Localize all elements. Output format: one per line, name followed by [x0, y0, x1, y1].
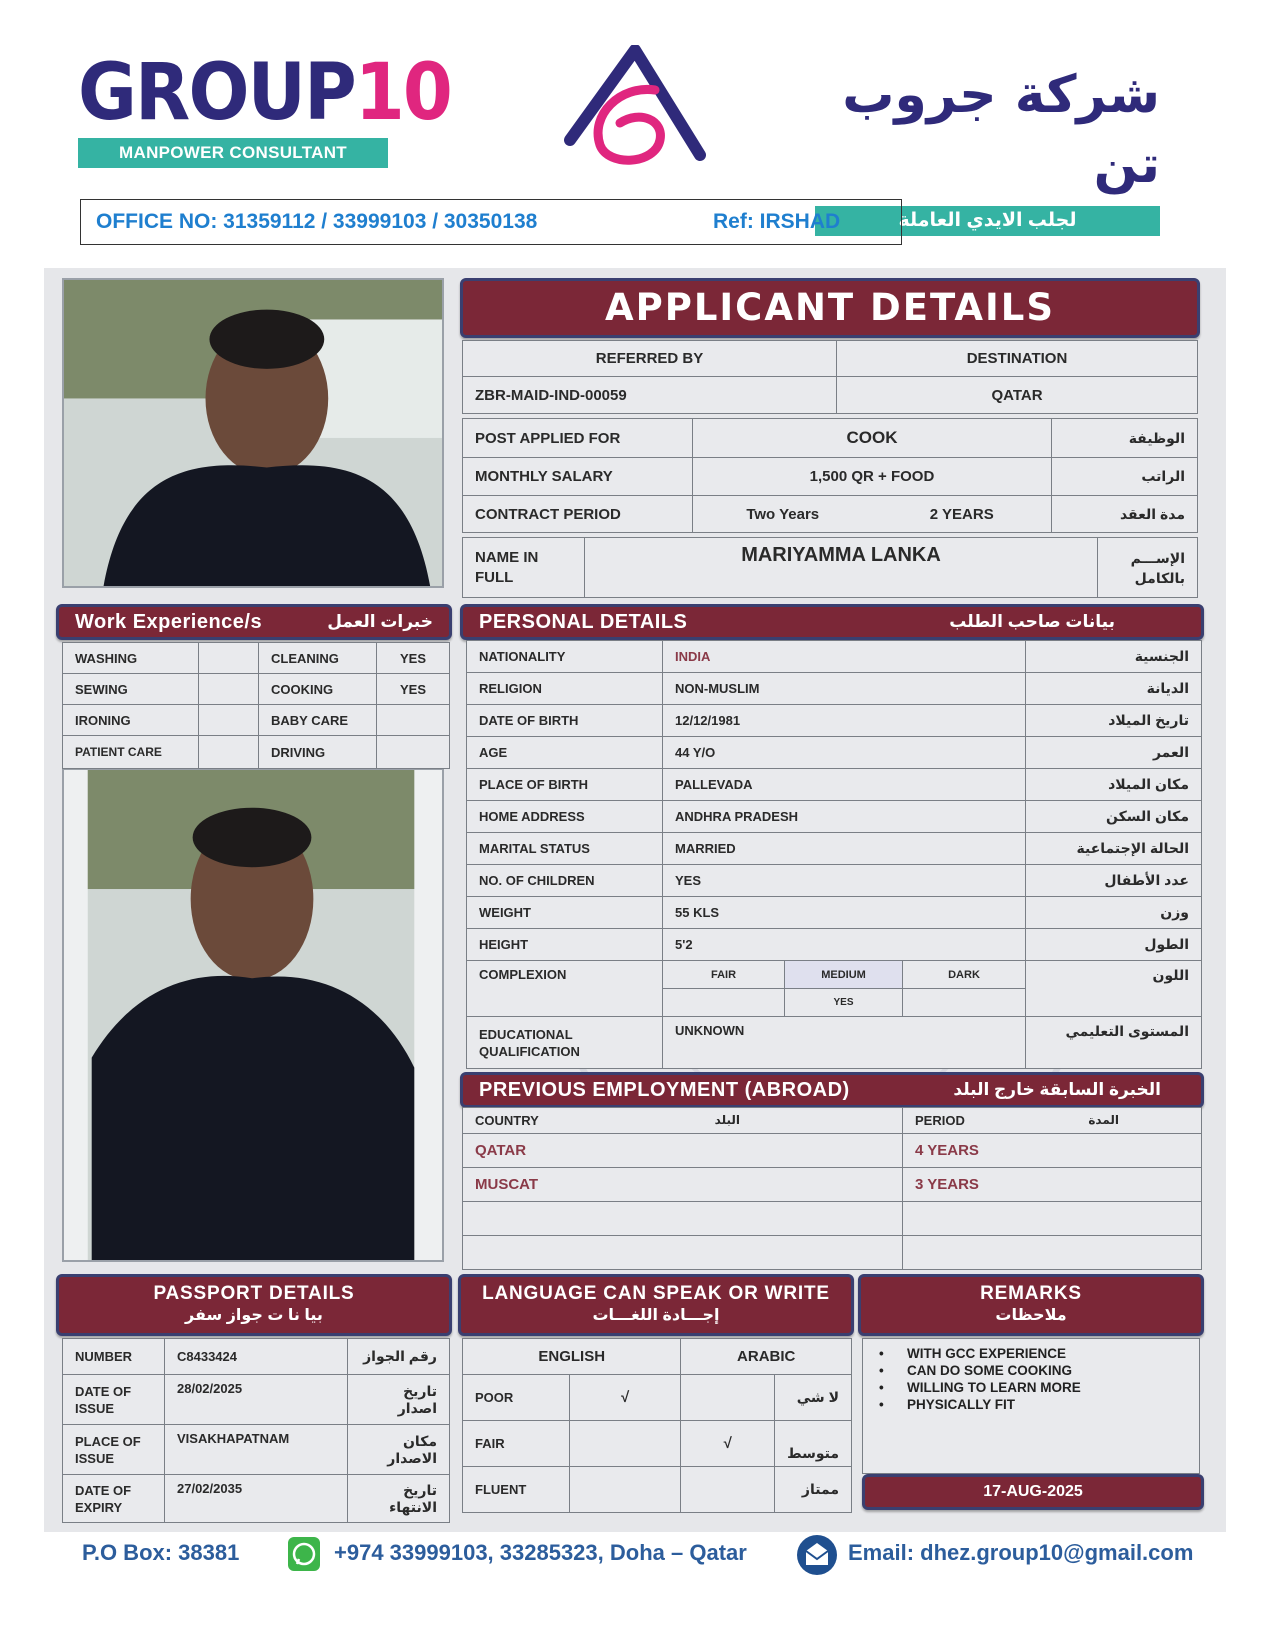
education-label	[467, 1017, 663, 1069]
skill-value	[199, 674, 259, 705]
post-label: POST APPLIED FOR	[463, 419, 693, 458]
name-label-line2: FULL	[475, 568, 514, 586]
detail-value: 12/12/1981	[663, 705, 1026, 737]
work-experience-banner	[56, 604, 452, 640]
place-of-issue-label-line2: ISSUE	[75, 1450, 115, 1466]
remarks-title-ar: ملاحظات	[995, 1307, 1067, 1324]
skill-name: SEWING	[63, 674, 199, 705]
expiry-date-label-ar-line1: تاريخ	[403, 1481, 437, 1498]
language-title-ar: إجـــادة اللغـــات	[592, 1307, 720, 1324]
place-of-issue-label-ar-line2: الاصدار	[387, 1449, 437, 1466]
employment-period: 3 YEARS	[903, 1168, 1202, 1202]
complexion-fair: FAIR	[663, 961, 785, 989]
issue-date-label-ar-line1: تاريخ	[403, 1382, 437, 1399]
po-box: P.O Box: 38381	[82, 1540, 240, 1565]
period-label-ar: المدة	[1088, 1113, 1119, 1127]
country-label: COUNTRY	[475, 1113, 539, 1128]
work-experience-table	[62, 642, 450, 769]
skill-name: COOKING	[259, 674, 377, 705]
issue-date-label	[63, 1375, 165, 1425]
contract-value: 2 YEARS	[873, 496, 1052, 533]
skill-name: BABY CARE	[259, 705, 377, 736]
language-table	[462, 1338, 852, 1513]
detail-label: NO. OF CHILDREN	[467, 865, 663, 897]
fair-english-check	[569, 1421, 681, 1467]
previous-employment-title-ar: الخبرة السابقة خارج البلد	[953, 1080, 1161, 1099]
detail-label: AGE	[467, 737, 663, 769]
detail-value: MARRIED	[663, 833, 1026, 865]
expiry-date-label-line2: EXPIRY	[75, 1499, 123, 1515]
name-label-ar	[1098, 538, 1198, 598]
applicant-photo-2	[62, 768, 444, 1262]
employment-country: QATAR	[463, 1134, 903, 1168]
company-logo	[78, 48, 452, 168]
detail-label: NATIONALITY	[467, 641, 663, 673]
employment-period	[903, 1236, 1202, 1270]
footer	[0, 1530, 1275, 1590]
email-address: Email: dhez.group10@gmail.com	[848, 1540, 1194, 1565]
poor-label: POOR	[463, 1375, 570, 1421]
name-table	[462, 537, 1198, 598]
employment-country: MUSCAT	[463, 1168, 903, 1202]
expiry-date-label-line1: DATE OF	[75, 1482, 132, 1498]
skill-value	[199, 736, 259, 769]
detail-label: DATE OF BIRTH	[467, 705, 663, 737]
post-label-ar: الوظيفة	[1052, 419, 1198, 458]
detail-value: YES	[663, 865, 1026, 897]
work-experience-title: Work Experience/s	[75, 610, 263, 633]
fluent-label: FLUENT	[463, 1467, 570, 1513]
place-of-issue-label-ar-line1: مكان	[402, 1432, 437, 1449]
issue-date-label-ar	[348, 1375, 450, 1425]
fair-arabic-check: √	[681, 1421, 775, 1467]
passport-details-banner	[56, 1274, 452, 1336]
name-label-line1: NAME IN	[475, 548, 539, 566]
detail-label-ar: مكان الميلاد	[1026, 769, 1202, 801]
period-label: PERIOD	[915, 1113, 965, 1128]
employment-period: 4 YEARS	[903, 1134, 1202, 1168]
language-banner	[458, 1274, 854, 1336]
previous-employment-banner	[460, 1072, 1204, 1108]
education-label-line2: QUALIFICATION	[479, 1043, 580, 1059]
english-header: ENGLISH	[463, 1339, 681, 1375]
poor-label-ar: لا شي	[775, 1375, 852, 1421]
place-of-issue: VISAKHAPATNAM	[165, 1425, 348, 1475]
issue-date-label-ar-line2: اصدار	[397, 1399, 437, 1416]
expiry-date-label	[63, 1475, 165, 1523]
employment-period	[903, 1202, 1202, 1236]
detail-label: HOME ADDRESS	[467, 801, 663, 833]
issue-date-label-line2: ISSUE	[75, 1400, 115, 1416]
detail-value: NON-MUSLIM	[663, 673, 1026, 705]
logo-tagline: MANPOWER CONSULTANT	[78, 138, 388, 168]
issue-date: 28/02/2025	[165, 1375, 348, 1425]
referral-table	[462, 340, 1198, 414]
remark-item: • CAN DO SOME COOKING	[879, 1362, 1187, 1379]
detail-label: PLACE OF BIRTH	[467, 769, 663, 801]
email-icon	[796, 1534, 838, 1576]
work-experience-title-ar: خبرات العمل	[327, 612, 433, 631]
detail-value: INDIA	[663, 641, 1026, 673]
personal-details-title: PERSONAL DETAILS	[479, 610, 688, 633]
name-label	[463, 538, 585, 598]
education-label-ar: المستوى التعليمي	[1026, 1017, 1202, 1069]
period-header	[903, 1108, 1202, 1134]
remarks-title: REMARKS	[980, 1283, 1082, 1304]
complexion-label-ar: اللون	[1026, 961, 1202, 1017]
salary-label: MONTHLY SALARY	[463, 458, 693, 496]
remarks-list	[879, 1345, 1187, 1413]
remark-item: • PHYSICALLY FIT	[879, 1396, 1187, 1413]
detail-label: HEIGHT	[467, 929, 663, 961]
fluent-arabic-check	[681, 1467, 775, 1513]
logo-number: 10	[354, 48, 452, 138]
detail-label: WEIGHT	[467, 897, 663, 929]
detail-label-ar: مكان السكن	[1026, 801, 1202, 833]
employment-country	[463, 1202, 903, 1236]
complexion-fair-value	[663, 989, 785, 1017]
logo-wordmark	[78, 48, 452, 138]
complexion-label: COMPLEXION	[467, 961, 663, 1017]
passport-number-label-ar: رقم الجواز	[348, 1339, 450, 1375]
country-label-ar: البلد	[714, 1113, 740, 1127]
detail-label-ar: تاريخ الميلاد	[1026, 705, 1202, 737]
applicant-details-banner: APPLICANT DETAILS	[460, 278, 1200, 338]
name-label-ar-line1: الإســـم	[1130, 549, 1185, 566]
detail-label-ar: الجنسية	[1026, 641, 1202, 673]
office-numbers: OFFICE NO: 31359112 / 33999103 / 30350138	[96, 210, 538, 233]
detail-value: PALLEVADA	[663, 769, 1026, 801]
complexion-dark: DARK	[903, 961, 1026, 989]
whatsapp-icon	[287, 1536, 321, 1572]
previous-employment-table	[462, 1107, 1202, 1270]
logo-main-text: GROUP	[78, 48, 355, 138]
complexion-medium: MEDIUM	[785, 961, 903, 989]
detail-value: 5'2	[663, 929, 1026, 961]
arabic-header: ARABIC	[681, 1339, 852, 1375]
remark-item: • WITH GCC EXPERIENCE	[879, 1345, 1187, 1362]
personal-details-table	[466, 640, 1202, 1069]
detail-label: RELIGION	[467, 673, 663, 705]
detail-value: 44 Y/O	[663, 737, 1026, 769]
detail-label-ar: الديانة	[1026, 673, 1202, 705]
detail-label-ar: الحالة الإجتماعية	[1026, 833, 1202, 865]
fair-label: FAIR	[463, 1421, 570, 1467]
skill-value	[199, 643, 259, 674]
detail-label-ar: الطول	[1026, 929, 1202, 961]
remarks-banner	[858, 1274, 1204, 1336]
job-table	[462, 418, 1198, 533]
applicant-photo-1	[62, 278, 444, 588]
reference: Ref: IRSHAD	[713, 210, 841, 233]
fluent-label-ar: ممتاز	[775, 1467, 852, 1513]
salary-value: 1,500 QR + FOOD	[693, 458, 1052, 496]
passport-details-title-ar: بيا نا ت جواز سفر	[185, 1307, 323, 1324]
passport-details-title: PASSPORT DETAILS	[153, 1283, 355, 1304]
referred-by-label: REFERRED BY	[463, 341, 837, 377]
place-of-issue-label	[63, 1425, 165, 1475]
fluent-english-check	[569, 1467, 681, 1513]
poor-english-check: √	[569, 1375, 681, 1421]
personal-details-title-ar: بيانات صاحب الطلب	[949, 612, 1115, 631]
place-of-issue-label-ar	[348, 1425, 450, 1475]
remark-item: • WILLING TO LEARN MORE	[879, 1379, 1187, 1396]
passport-number-label: NUMBER	[63, 1339, 165, 1375]
expiry-date: 27/02/2035	[165, 1475, 348, 1523]
complexion-dark-value	[903, 989, 1026, 1017]
name-label-ar-line2: بالكامل	[1134, 569, 1185, 586]
skill-name: PATIENT CARE	[63, 736, 199, 769]
skill-name: WASHING	[63, 643, 199, 674]
office-info-box	[80, 199, 902, 245]
house-emblem-icon	[560, 45, 710, 170]
skill-value: YES	[377, 674, 450, 705]
employment-country	[463, 1236, 903, 1270]
personal-details-banner	[460, 604, 1204, 640]
expiry-date-label-ar	[348, 1475, 450, 1523]
destination-value: QATAR	[837, 377, 1198, 414]
contract-label: CONTRACT PERIOD	[463, 496, 693, 533]
destination-label: DESTINATION	[837, 341, 1198, 377]
contract-text: Two Years	[693, 496, 873, 533]
skill-name: DRIVING	[259, 736, 377, 769]
passport-number: C8433424	[165, 1339, 348, 1375]
country-header	[463, 1108, 903, 1134]
skill-name: IRONING	[63, 705, 199, 736]
expiry-date-label-ar-line2: الانتهاء	[389, 1498, 437, 1515]
remarks-list-box	[862, 1338, 1200, 1474]
skill-value	[199, 705, 259, 736]
education-label-line1: EDUCATIONAL	[479, 1026, 573, 1042]
salary-label-ar: الراتب	[1052, 458, 1198, 496]
detail-label: MARITAL STATUS	[467, 833, 663, 865]
phone-numbers: +974 33999103, 33285323, Doha – Qatar	[334, 1540, 747, 1565]
detail-label-ar: العمر	[1026, 737, 1202, 769]
remarks-date: 17-AUG-2025	[862, 1474, 1204, 1510]
arabic-tagline: لجلب الايدي العاملة	[815, 206, 1160, 236]
fair-label-ar: متوسط	[775, 1421, 852, 1467]
place-of-issue-label-line1: PLACE OF	[75, 1433, 141, 1449]
previous-employment-title: PREVIOUS EMPLOYMENT (ABROAD)	[479, 1078, 850, 1101]
arabic-company-name: شركة جروب تن	[842, 65, 1160, 195]
detail-value: ANDHRA PRADESH	[663, 801, 1026, 833]
skill-value: YES	[377, 643, 450, 674]
detail-label-ar: عدد الأطفال	[1026, 865, 1202, 897]
skill-value	[377, 705, 450, 736]
skill-name: CLEANING	[259, 643, 377, 674]
referred-by-value: ZBR-MAID-IND-00059	[463, 377, 837, 414]
language-title: LANGUAGE CAN SPEAK OR WRITE	[482, 1283, 830, 1304]
complexion-medium-value: YES	[785, 989, 903, 1017]
skill-value	[377, 736, 450, 769]
education-value: UNKNOWN	[663, 1017, 1026, 1069]
passport-table	[62, 1338, 450, 1523]
issue-date-label-line1: DATE OF	[75, 1383, 132, 1399]
poor-arabic-check	[681, 1375, 775, 1421]
detail-value: 55 KLS	[663, 897, 1026, 929]
detail-label-ar: وزن	[1026, 897, 1202, 929]
contract-label-ar: مدة العقد	[1052, 496, 1198, 533]
post-value: COOK	[693, 419, 1052, 458]
full-name: MARIYAMMA LANKA	[585, 538, 1098, 598]
